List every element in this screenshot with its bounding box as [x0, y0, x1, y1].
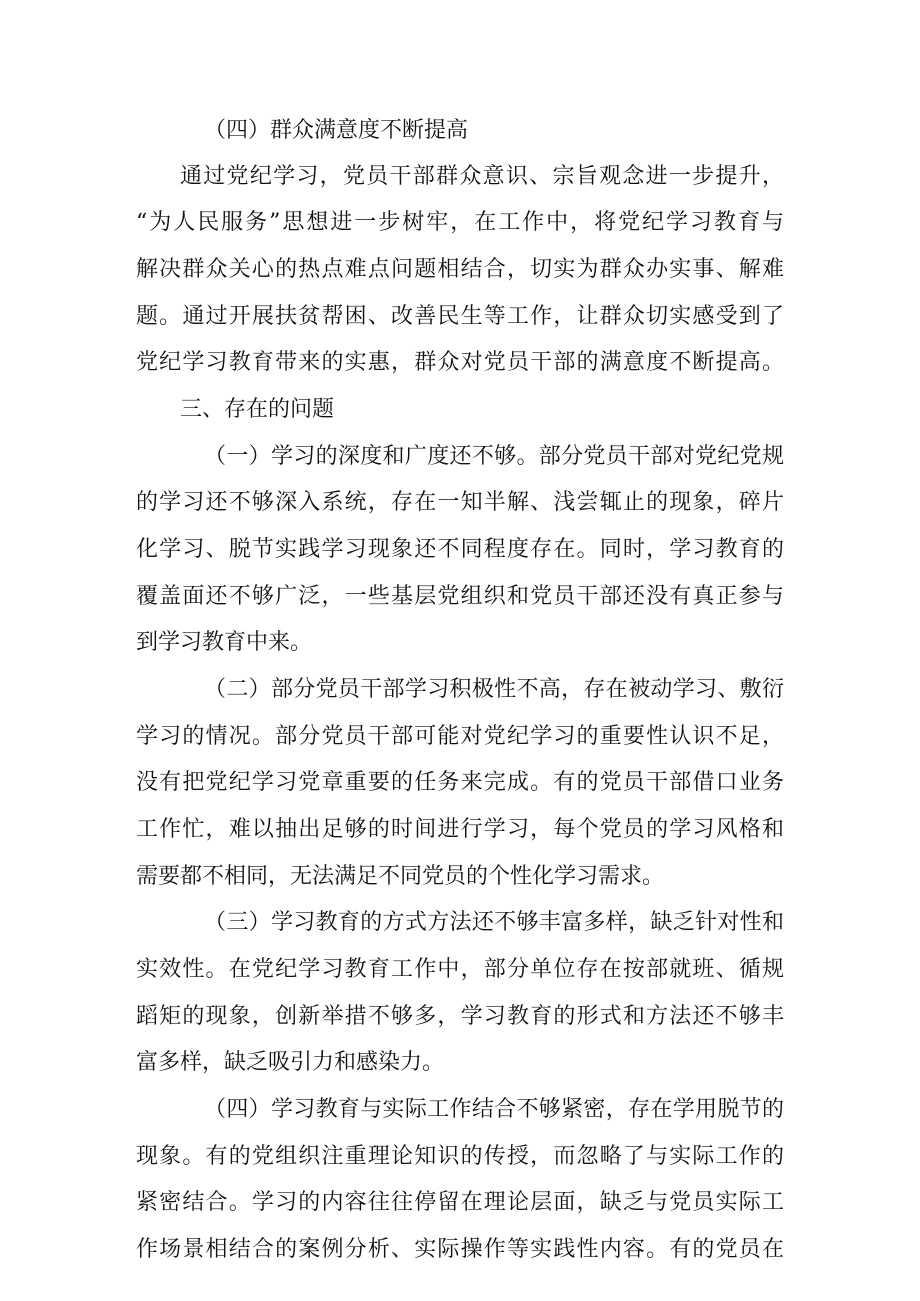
text-line: 紧密结合。学习的内容往往停留在理论层面，缺乏与党员实际工 [136, 1190, 784, 1215]
paragraph-line [0, 900, 920, 946]
text-line: 党纪学习教育带来的实惠，群众对党员干部的满意度不断提高。 [136, 350, 784, 375]
text-line: （一）学习的深度和广度还不够。部分党员干部对党纪党规 [204, 444, 784, 469]
paragraph-line [0, 620, 920, 666]
text-line: 富多样，缺乏吸引力和感染力。 [136, 1050, 445, 1075]
text-line: 解决群众关心的热点难点问题相结合，切实为群众办实事、解难 [136, 257, 784, 282]
text-line: 蹈矩的现象，创新举措不够多，学习教育的形式和方法还不够丰 [136, 1004, 784, 1029]
paragraph-line [0, 1227, 920, 1273]
paragraph-line [0, 714, 920, 760]
paragraph-line [0, 200, 920, 246]
text-line: （二）部分党员干部学习积极性不高，存在被动学习、敷衍 [204, 677, 784, 702]
paragraph-line [0, 1180, 920, 1226]
subheading-satisfaction [0, 108, 920, 154]
paragraph-line [0, 247, 920, 293]
paragraph-line [0, 1087, 920, 1133]
text-line: （三）学习教育的方式方法还不够丰富多样，缺乏针对性和 [204, 910, 784, 935]
text-line: 学习的情况。部分党员干部可能对党纪学习的重要性认识不足， [136, 724, 784, 749]
paragraph-line [0, 760, 920, 806]
paragraph-line [0, 1040, 920, 1086]
paragraph-line [0, 527, 920, 573]
text-line: 到学习教育中来。 [136, 630, 313, 655]
text-line: 化学习、脱节实践学习现象还不同程度存在。同时，学习教育的 [136, 537, 784, 562]
paragraph-line [0, 807, 920, 853]
text-line: 需要都不相同，无法满足不同党员的个性化学习需求。 [136, 864, 665, 889]
paragraph-line [0, 154, 920, 200]
paragraph-line [0, 574, 920, 620]
text-line: 通过党纪学习，党员干部群众意识、宗旨观念进一步提升， [180, 164, 784, 189]
text-line: 覆盖面还不够广泛，一些基层党组织和党员干部还没有真正参与 [136, 584, 784, 609]
paragraph-line [0, 1134, 920, 1180]
paragraph-line [0, 667, 920, 713]
text-line: 的学习还不够深入系统，存在一知半解、浅尝辄止的现象，碎片 [136, 490, 784, 515]
paragraph-line [0, 994, 920, 1040]
text-line: （四）学习教育与实际工作结合不够紧密，存在学用脱节的 [204, 1097, 784, 1122]
text-line: 没有把党纪学习党章重要的任务来完成。有的党员干部借口业务 [136, 770, 784, 795]
paragraph-line [0, 294, 920, 340]
paragraph-line [0, 340, 920, 386]
paragraph-line [0, 434, 920, 480]
text-line: 实效性。在党纪学习教育工作中，部分单位存在按部就班、循规 [136, 957, 784, 982]
text-line: 题。通过开展扶贫帮困、改善民生等工作，让群众切实感受到了 [136, 304, 784, 329]
paragraph-line [0, 854, 920, 900]
text-line: 现象。有的党组织注重理论知识的传授，而忽略了与实际工作的 [136, 1144, 784, 1169]
paragraph-line [0, 480, 920, 526]
text-line: “为人民服务”思想进一步树牢，在工作中，将党纪学习教育与 [136, 210, 784, 235]
paragraph-line [0, 947, 920, 993]
text-line: 三、存在的问题 [180, 397, 335, 422]
text-line: （四）群众满意度不断提高 [204, 118, 469, 143]
text-line: 作场景相结合的案例分析、实际操作等实践性内容。有的党员在 [136, 1237, 784, 1262]
section-heading-problems [0, 387, 920, 433]
text-line: 工作忙，难以抽出足够的时间进行学习，每个党员的学习风格和 [136, 817, 784, 842]
